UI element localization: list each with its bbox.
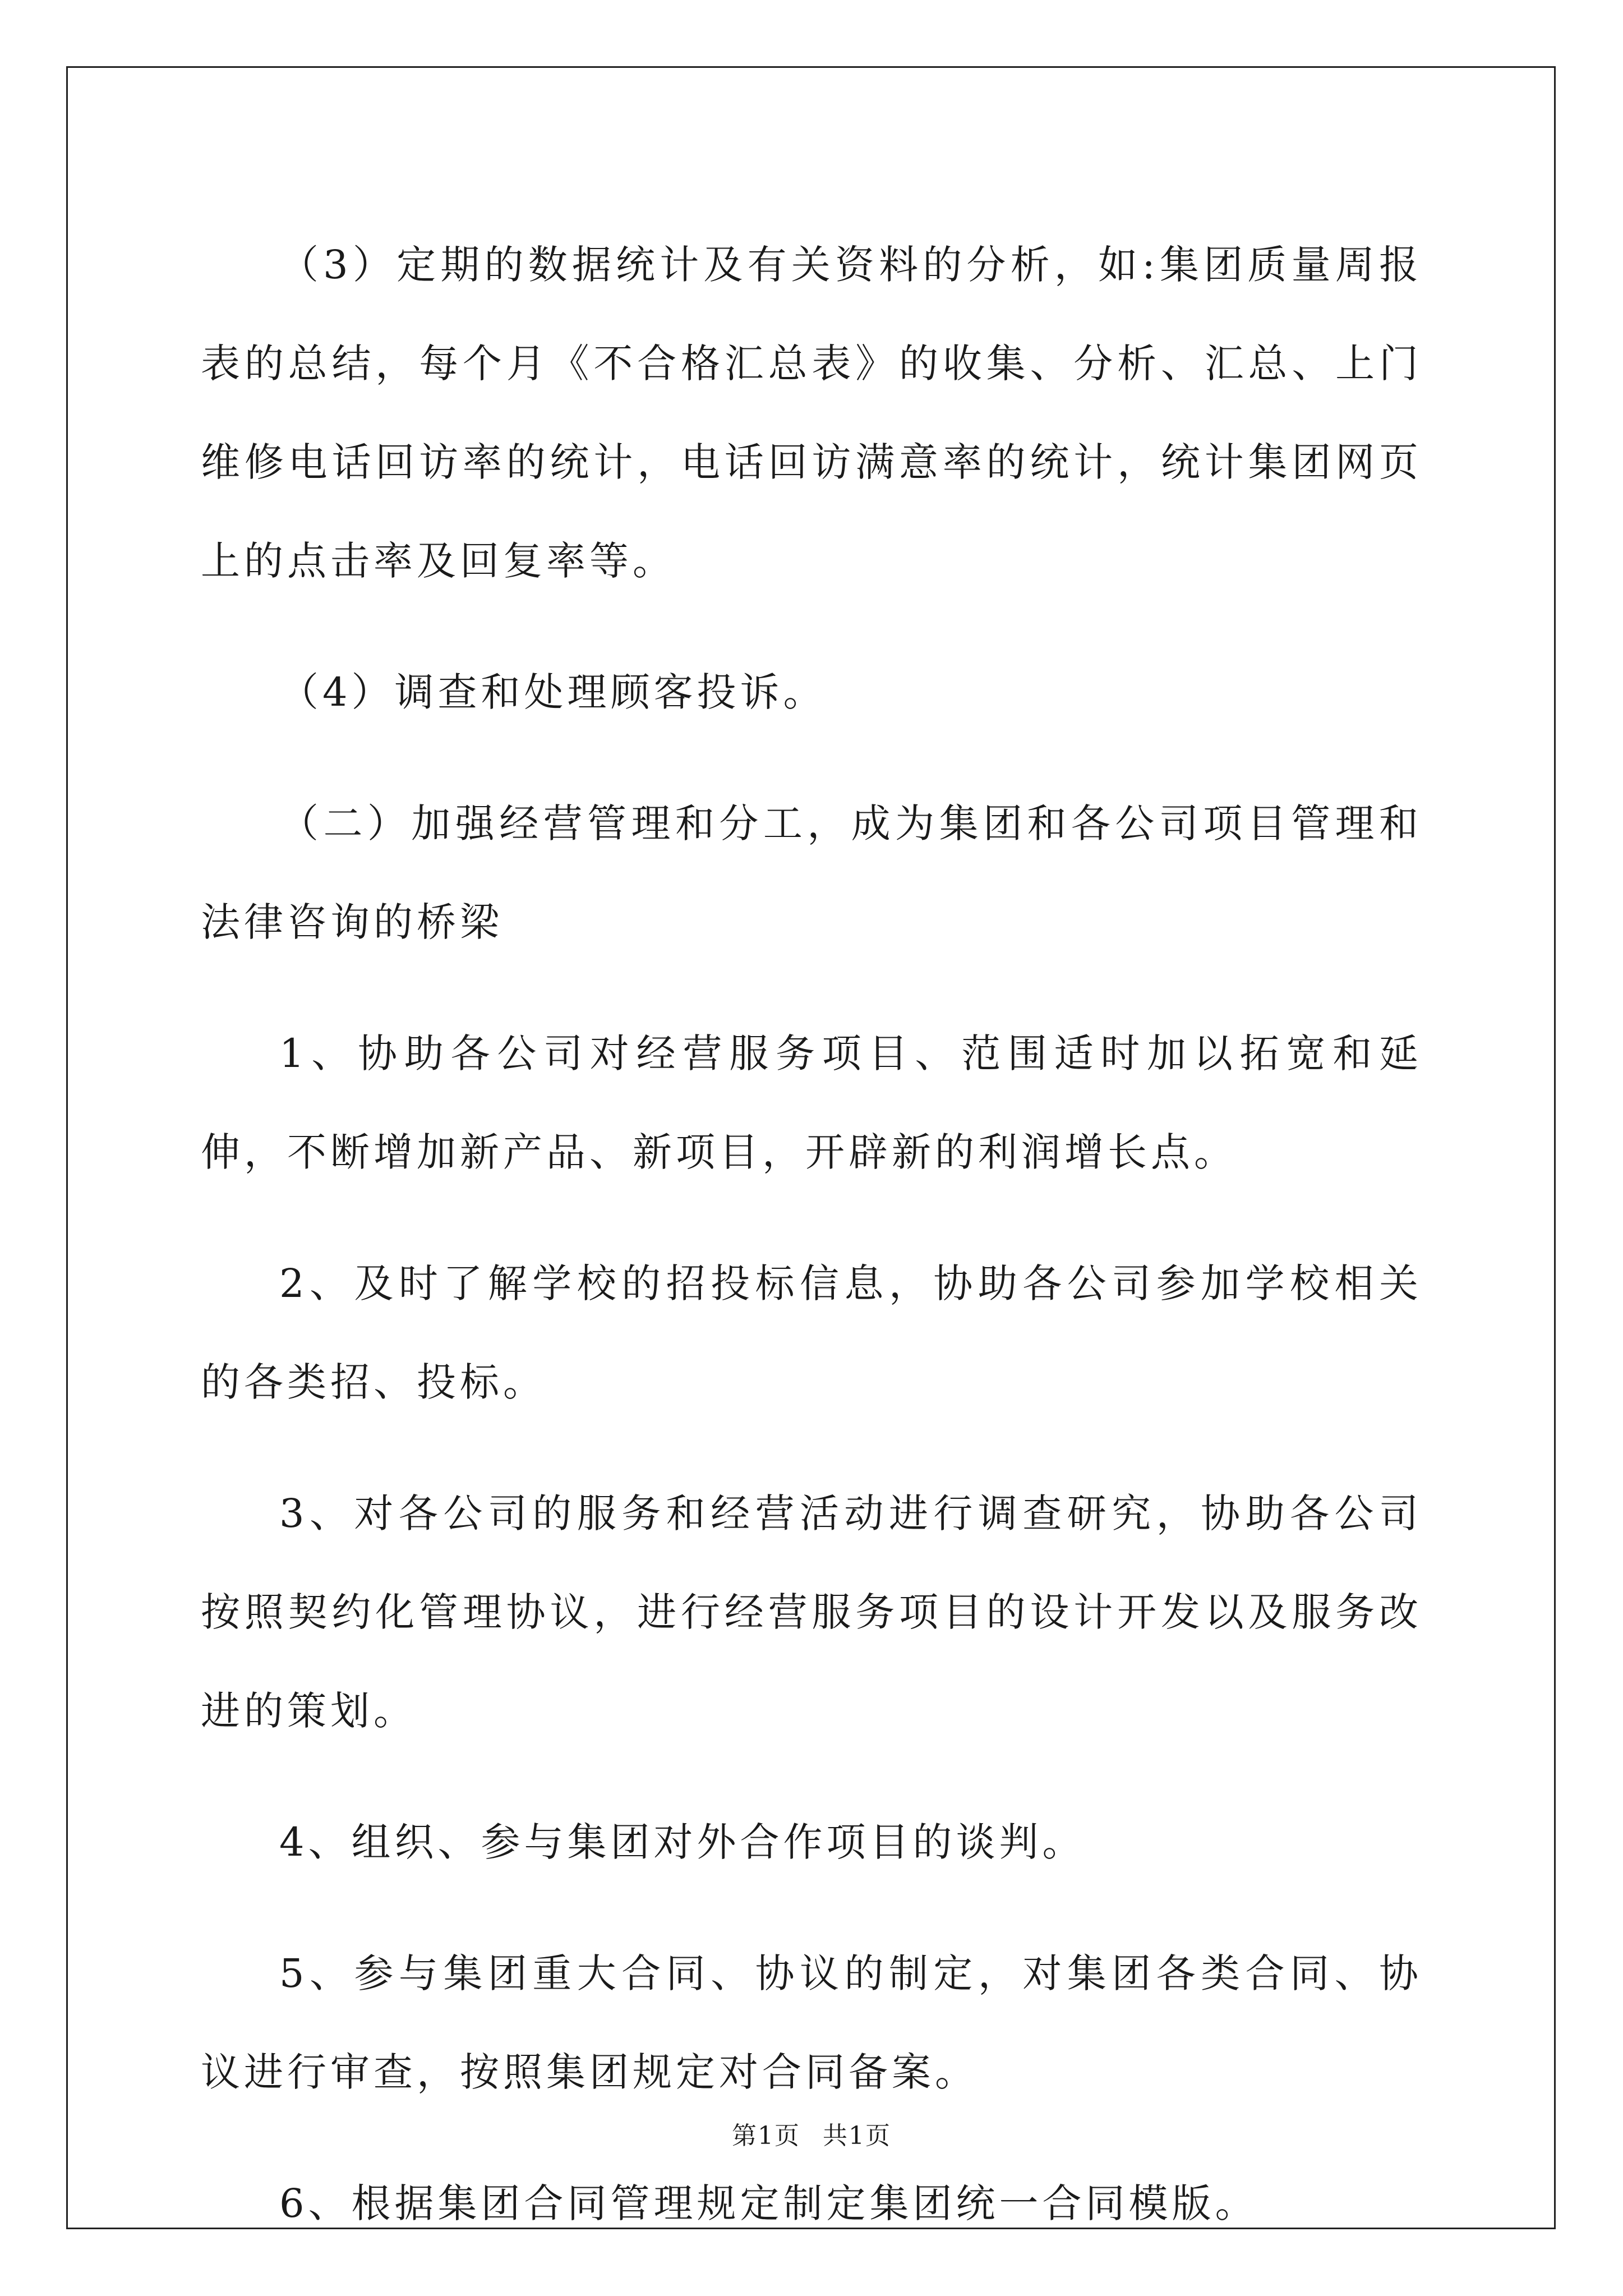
list-item-2: 2、及时了解学校的招投标信息，协助各公司参加学校相关的各类招、投标。 [201, 1260, 1422, 1405]
list-item-3: 3、对各公司的服务和经营活动进行调查研究，协助各公司按照契约化管理协议，进行经营服务项目的设计开发以及服务改进的策划。 [201, 1490, 1422, 1734]
section-heading-2: （二）加强经营管理和分工，成为集团和各公司项目管理和法律咨询的桥梁 [201, 800, 1422, 945]
page-footer [0, 2119, 1623, 2153]
list-item-1: 1、协助各公司对经营服务项目、范围适时加以拓宽和延伸，不断增加新产品、新项目，开辟新的利润增长点。 [201, 1030, 1422, 1175]
list-item-4: 4、组织、参与集团对外合作项目的谈判。 [279, 1819, 1086, 1865]
paragraph-item-3-statistics: （3）定期的数据统计及有关资料的分析，如:集团质量周报表的总结，每个月《不合格汇总表》的收集、分析、汇总、上门维修电话回访率的统计，电话回访满意率的统计，统计集团网页上的点击率及回复率等。 [201, 242, 1422, 584]
page-number-total: 共1页 [823, 2122, 891, 2150]
list-item-5: 5、参与集团重大合同、协议的制定，对集团各类合同、协议进行审查，按照集团规定对合同备案。 [201, 1950, 1422, 2095]
page-number-current: 第1页 [732, 2122, 800, 2150]
list-item-6: 6、根据集团合同管理规定制定集团统一合同模版。 [279, 2180, 1258, 2226]
document-body [201, 215, 1422, 2285]
paragraph-item-4-complaints: （4）调查和处理顾客投诉。 [279, 669, 827, 715]
